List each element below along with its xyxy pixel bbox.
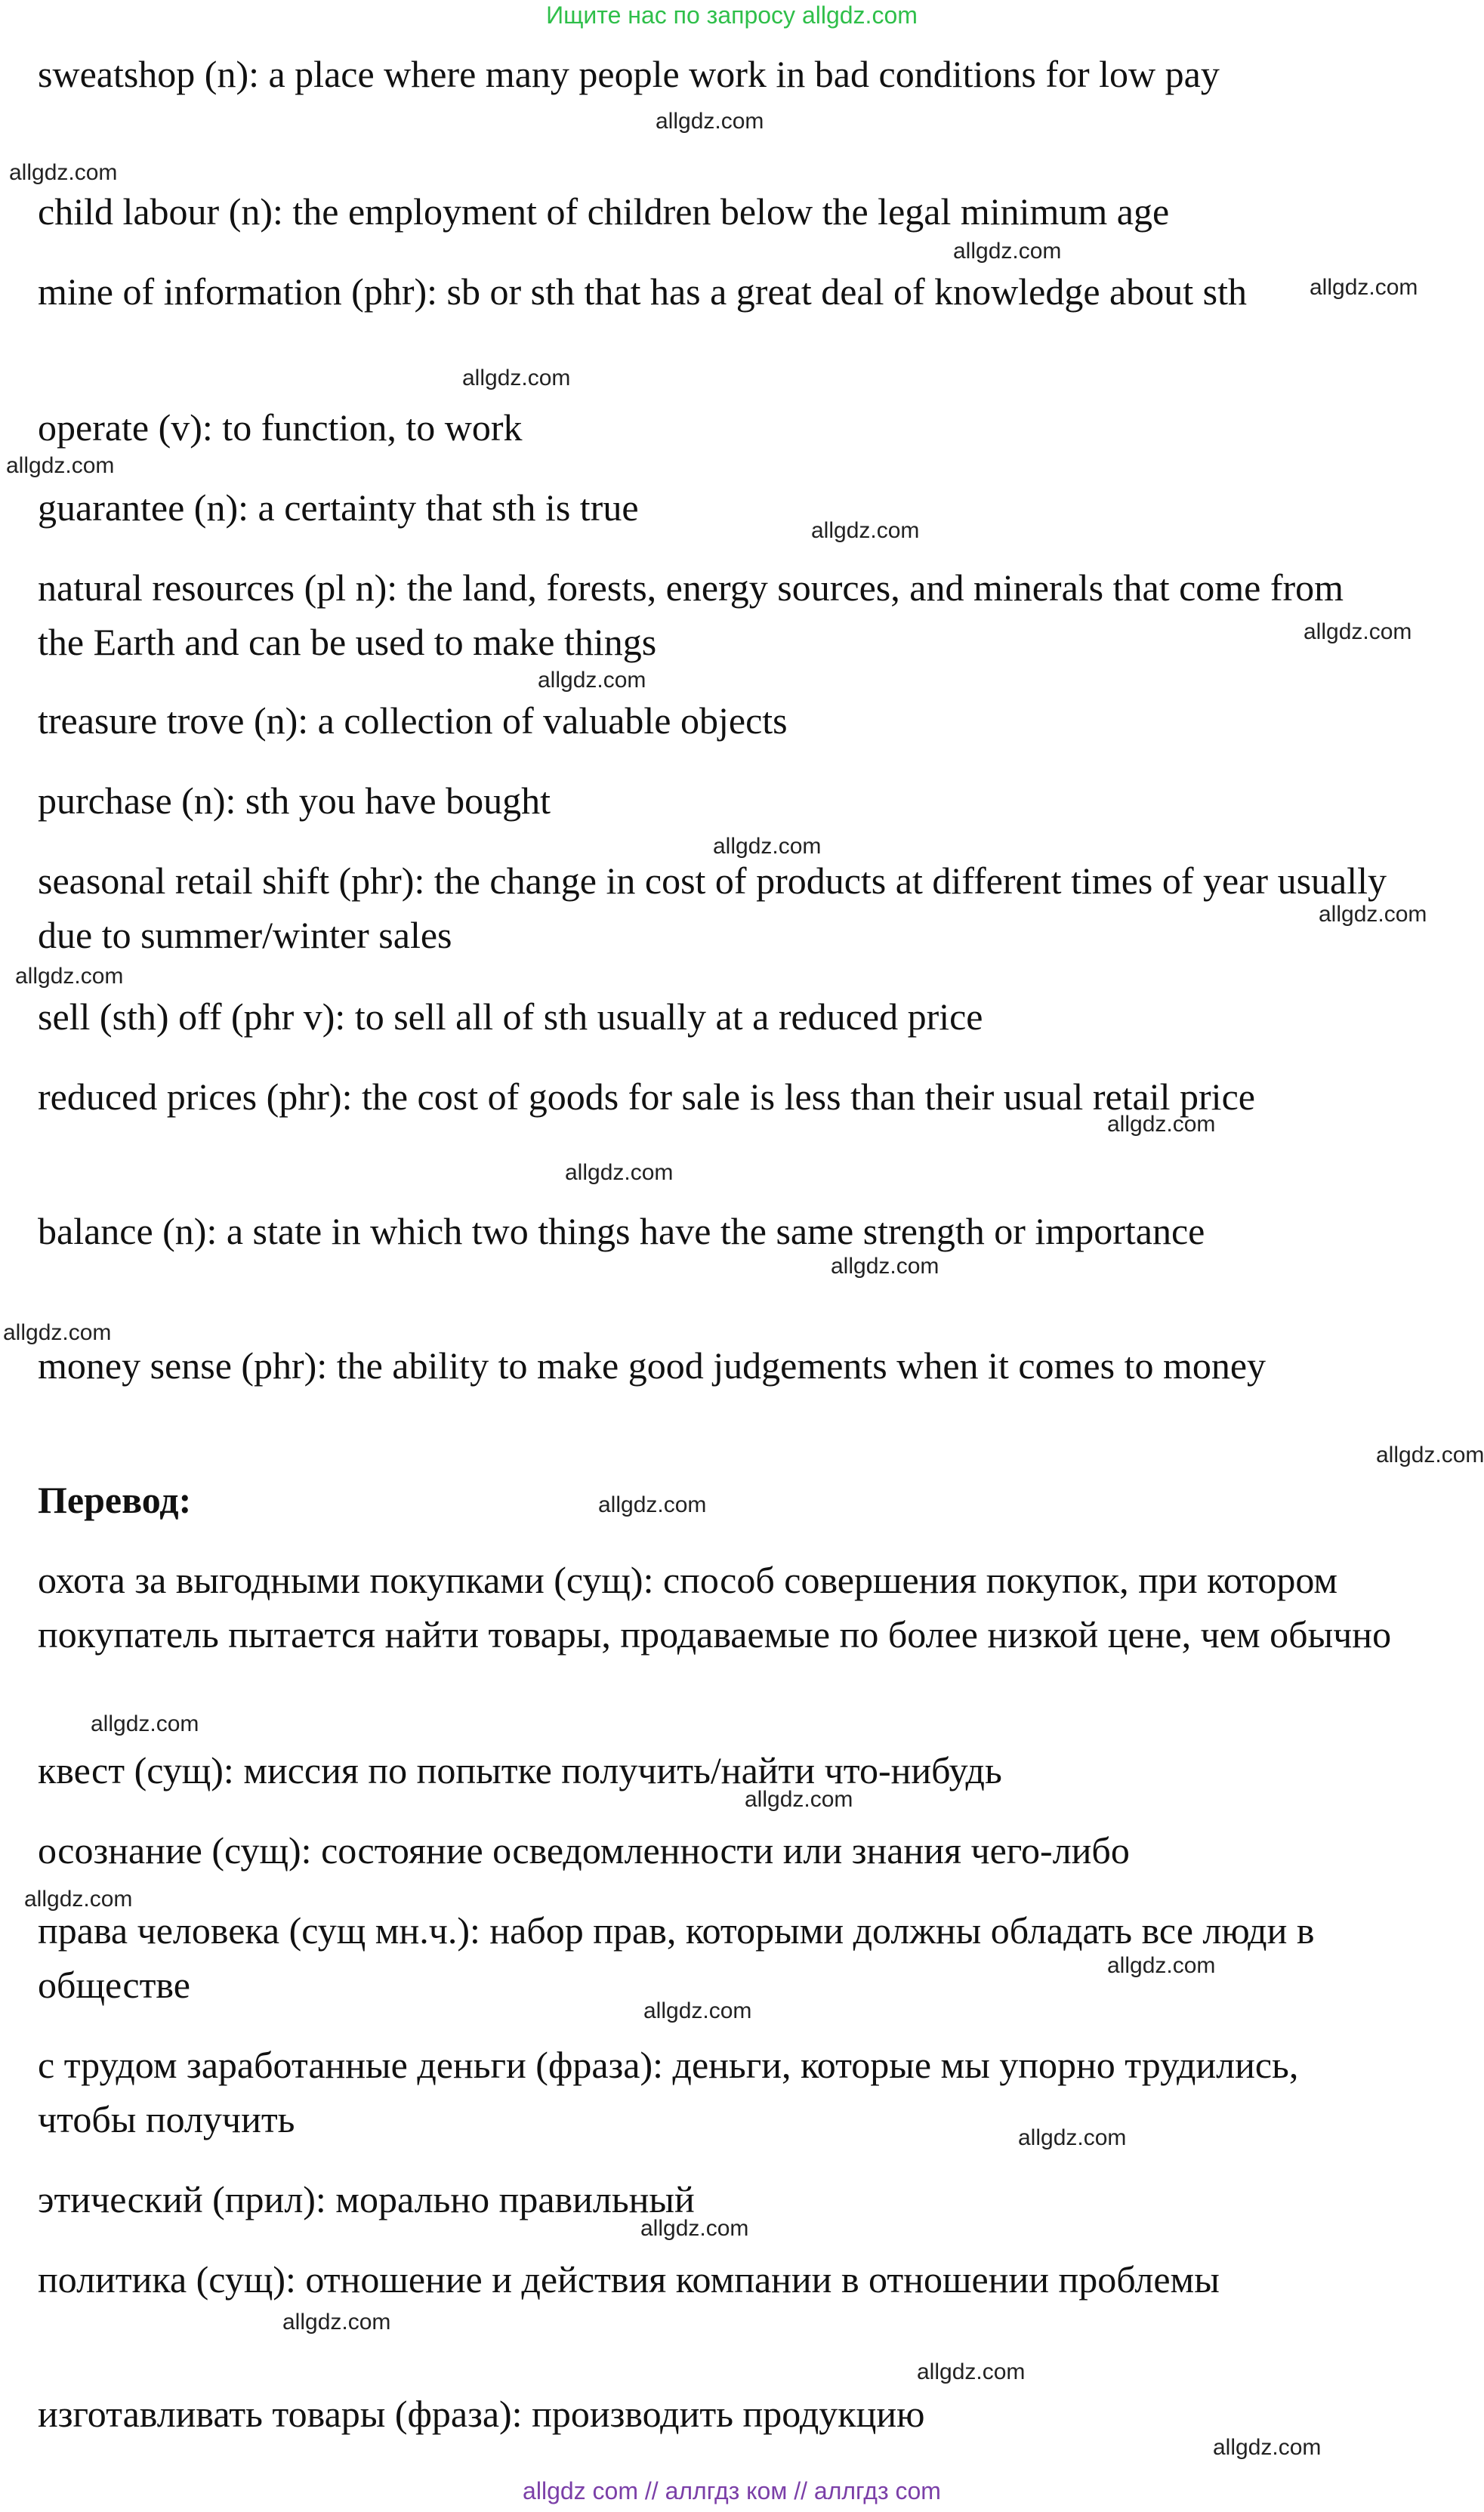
top-banner: Ищите нас по запросу allgdz.com <box>546 2 918 29</box>
watermark: allgdz.com <box>1319 902 1427 927</box>
watermark: allgdz.com <box>1107 1112 1216 1137</box>
vocab-entry-operate: operate (v): to function, to work <box>38 406 523 449</box>
vocab-entry-balance: balance (n): a state in which two things have the same strength or importance <box>38 1210 1205 1252</box>
watermark: allgdz.com <box>917 2359 1026 2384</box>
watermark: allgdz.com <box>831 1254 939 1279</box>
watermark: allgdz.com <box>462 366 571 390</box>
translation-entry-bargain-hunting: охота за выгодными покупками (сущ): способ совершения покупок, при котором покупатель пытается найти товары, продаваемые по более низкой цене, чем обычно <box>38 1559 1392 1656</box>
watermark: allgdz.com <box>565 1160 674 1185</box>
watermark: allgdz.com <box>6 453 115 478</box>
footer <box>0 2474 1464 2507</box>
watermark: allgdz.com <box>1304 619 1412 644</box>
vocab-entry-natural-resources: natural resources (pl n): the land, forests, energy sources, and minerals that come from the Earth and can be used to make things <box>38 566 1344 663</box>
watermark: allgdz.com <box>1310 275 1418 300</box>
vocab-entry-guarantee: guarantee (n): a certainty that sth is true <box>38 486 639 529</box>
vocab-entry-sweatshop: sweatshop (n): a place where many people work in bad conditions for low pay <box>38 53 1220 95</box>
vocab-entry-money-sense: money sense (phr): the ability to make good judgements when it comes to money <box>38 1344 1266 1387</box>
watermark: allgdz.com <box>713 834 822 859</box>
watermark: allgdz.com <box>640 2216 749 2241</box>
watermark: allgdz.com <box>91 1711 199 1736</box>
vocab-entry-treasure-trove: treasure trove (n): a collection of valuable objects <box>38 699 788 742</box>
vocab-entry-purchase: purchase (n): sth you have bought <box>38 779 551 822</box>
translation-heading: Перевод: <box>38 1479 192 1521</box>
watermark: allgdz.com <box>1376 1443 1484 1467</box>
watermark: allgdz.com <box>538 668 646 693</box>
vocab-entry-sell-off: sell (sth) off (phr v): to sell all of sth usually at a reduced price <box>38 995 983 1038</box>
vocab-entry-reduced-prices: reduced prices (phr): the cost of goods for sale is less than their usual retail price <box>38 1075 1255 1118</box>
watermark: allgdz.com <box>1107 1953 1216 1978</box>
translation-entry-manufacture-goods: изготавливать товары (фраза): производить продукцию <box>38 2393 925 2435</box>
vocab-entry-mine-of-information: mine of information (phr): sb or sth that has a great deal of knowledge about sth <box>38 270 1247 313</box>
watermark: allgdz.com <box>953 239 1062 264</box>
watermark: allgdz.com <box>1213 2435 1322 2460</box>
watermark: allgdz.com <box>643 1998 752 2023</box>
translation-entry-ethical: этический (прил): морально правильный <box>38 2178 695 2220</box>
footer-separator: // <box>794 2477 807 2504</box>
translation-entry-policy: политика (сущ): отношение и действия компании в отношении проблемы <box>38 2258 1220 2301</box>
footer-link-allgdz-ru[interactable]: аллгдз ком <box>665 2477 788 2504</box>
vocab-entry-seasonal-retail-shift: seasonal retail shift (phr): the change in cost of products at different times of year usually due to summer/winter sales <box>38 859 1387 956</box>
translation-entry-quest: квест (сущ): миссия по попытке получить/найти что-нибудь <box>38 1749 1002 1791</box>
watermark: allgdz.com <box>1018 2125 1127 2150</box>
translation-entry-human-rights: права человека (сущ мн.ч.): набор прав, которыми должны обладать все люди в обществе <box>38 1909 1315 2006</box>
watermark: allgdz.com <box>811 518 920 543</box>
translation-entry-hard-earned-money: с трудом заработанные деньги (фраза): деньги, которые мы упорно трудились, чтобы получить <box>38 2044 1299 2140</box>
vocab-entry-child-labour: child labour (n): the employment of children below the legal minimum age <box>38 190 1170 233</box>
watermark: allgdz.com <box>15 964 124 989</box>
watermark: allgdz.com <box>656 109 764 134</box>
watermark: allgdz.com <box>745 1787 853 1812</box>
footer-separator: // <box>644 2477 659 2504</box>
watermark: allgdz.com <box>24 1887 133 1912</box>
watermark: allgdz.com <box>9 160 118 185</box>
watermark: allgdz.com <box>3 1320 112 1345</box>
footer-link-allgdz[interactable]: allgdz com <box>523 2477 638 2504</box>
footer-link-allgdz-com-ru[interactable]: аллгдз com <box>813 2477 941 2504</box>
watermark: allgdz.com <box>282 2310 391 2335</box>
translation-entry-awareness: осознание (сущ): состояние осведомленности или знания чего-либо <box>38 1829 1130 1872</box>
watermark: allgdz.com <box>598 1492 707 1517</box>
